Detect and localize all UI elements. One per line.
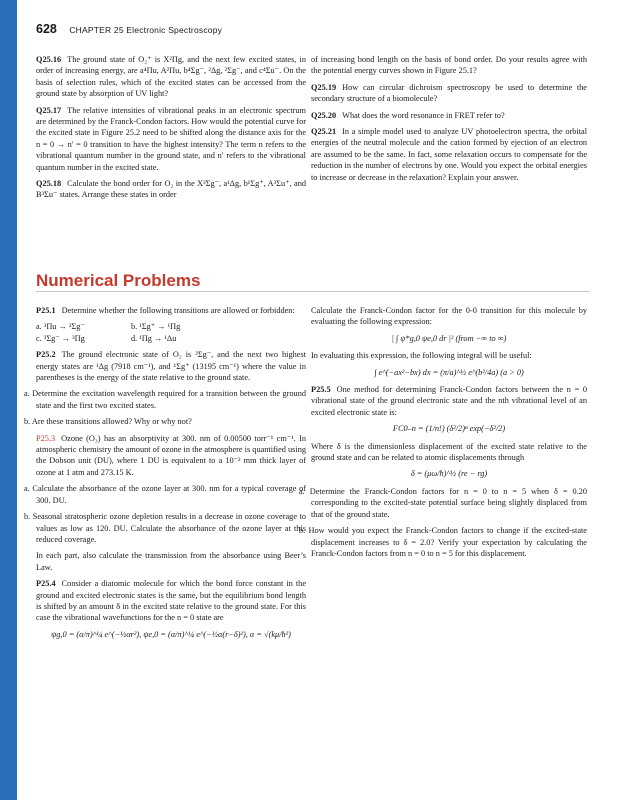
question-q25-17: Q25.17 The relative intensities of vibrational peaks in an electronic spectrum are determined by the Franck-Condon factors. How would the potential curve for the excited state in Figure 25.2 need to be shifted along the distance axis for the n = 0 → n′ = 0 transition to have the highest intensity? The term n refers to the vibrational quantum number in the ground state, and n′ refers to the vibrational quantum number in the excited state.: [36, 105, 306, 172]
questions-right-column: [311, 54, 587, 188]
problems-left-column: [24, 305, 306, 646]
p25-2-part-b: b. Are these transitions allowed? Why or why not?: [24, 417, 192, 427]
problem-p25-2: P25.2 The ground electronic state of O₂ is ³Σg⁻, and the next two highest energy states are ¹Δg (7918 cm⁻¹), and ¹Σg⁺ (13195 cm⁻¹) where the value in parentheses is the energy of the state relative to the ground state.: [36, 350, 306, 383]
question-q25-18-cont: of increasing bond length on the basis of bond order. Do your results agree with the potential energy curves shown in Figure 25.1?: [311, 55, 587, 76]
franck-condon-integral: | ∫ ψ*g,0 ψe,0 dr |² (from −∞ to ∞): [391, 333, 507, 343]
question-q25-19: Q25.19 How can circular dichroism spectroscopy be used to determine the secondary structure of a biomolecule?: [311, 82, 587, 104]
p25-3-part-b: b. Seasonal stratospheric ozone depletion results in a decrease in ozone coverage to values as low as 120. DU. Calculate the absorbance of the ozone layer at this reduced coverage.: [24, 512, 306, 544]
section-title: Numerical Problems: [36, 271, 201, 290]
chapter-title: CHAPTER 25 Electronic Spectroscopy: [69, 25, 223, 35]
problem-p25-1: P25.1 Determine whether the following transitions are allowed or forbidden:: [36, 306, 295, 315]
p25-1-parts-row-2: c. ³Σg⁻ → ³Πg d. ¹Πg → ¹Δu: [36, 333, 177, 343]
fc-factor-equation: FC0–n = (1/n!) (δ²/2)ⁿ exp(−δ²/2): [392, 424, 506, 434]
p25-3-note: In each part, also calculate the transmission from the absorbance using Beer’s Law.: [36, 551, 306, 572]
problems-right-column: [299, 305, 587, 564]
page-header: [36, 20, 222, 38]
problem-p25-5: P25.5 One method for determining Franck-Condon factors between the n = 0 vibrational state of the ground electronic state and the nth vibrational level of an excited electronic state is:: [311, 385, 587, 417]
section-divider: [36, 291, 590, 292]
p25-5-part-a: a. Determine the Franck-Condon factors for n = 0 to n = 5 when δ = 0.20 corresponding to the excited-state potential surface being slightly displaced from that of the ground state.: [299, 486, 587, 519]
question-q25-21: Q25.21 In a simple model used to analyze UV photoelectron spectra, the orbital energies of the neutral molecule and the cation formed by ejection of an electron are assumed to be the same. In fact, some relaxation occurs to compensate for the reduction in the number of electrons by one. Would you expect the orbital energies to increase or decrease in the relaxation? Explain your answer.: [311, 127, 587, 182]
p25-2-part-a: a. Determine the excitation wavelength required for a transition between the ground state and the first two excited states.: [24, 389, 306, 410]
question-q25-18: Q25.18 Calculate the bond order for O₂ in the X³Σg⁻, a¹Δg, b¹Σg⁺, A³Σu⁺, and B³Σu⁻ states. Arrange these states in order: [36, 179, 306, 200]
delta-definition: Where δ is the dimensionless displacement of the excited state relative to the ground state and can be related to atomic displacements through: [311, 441, 587, 463]
page-number: 628: [36, 22, 57, 36]
integral-hint: In evaluating this expression, the following integral will be useful:: [311, 351, 532, 361]
p25-1-parts-row-1: a. ³Πu → ³Σg⁻ b. ¹Σg⁺ → ¹Πg: [36, 322, 181, 332]
problem-p25-3: P25.3 Ozone (O₃) has an absorptivity at 300. nm of 0.00500 torr⁻¹ cm⁻¹. In atmospheric chemistry the amount of ozone in the atmosphere is quantified using the Dobson unit (DU), where 1 DU is equivalent to a 10⁻² mm thick layer of ozone at 1 atm and 273.15 K.: [36, 433, 306, 477]
p25-5-part-b: b. How would you expect the Franck-Condon factors to change if the excited-state displacement increases to δ = 2.0? Verify your expectation by calculating the Franck-Condon factors from n = 0 to n = 5 for this displacement.: [299, 526, 587, 558]
questions-left-column: [36, 54, 306, 206]
wavefunction-equation: ψg,0 = (α/π)^¼ e^(−½αr²), ψe,0 = (α/π)^¼ e^(−½α(r−δ)²), α = √(kμ/ħ²): [51, 629, 291, 639]
question-q25-16: Q25.16 The ground state of O₂⁺ is X²Πg, and the next few excited states, in order of increasing energy, are a⁴Πu, A²Πu, b⁴Σg⁻, ²Δg, ²Σg⁻, and c⁴Σu⁻. On the basis of selection rules, which of the excited states can be accessed from the ground state by absorption of UV light?: [36, 55, 306, 99]
p25-4-cont: Calculate the Franck-Condon factor for the 0-0 transition for this molecule by evaluating the following expression:: [311, 306, 587, 327]
p25-3-part-a: a. Calculate the absorbance of the ozone layer at 300. nm for a typical coverage of 300. DU.: [24, 484, 306, 505]
question-q25-20: Q25.20 What does the word resonance in FRET refer to?: [311, 110, 505, 120]
problem-p25-4: P25.4 Consider a diatomic molecule for which the bond force constant in the ground and excited electronic states is the same, but the equilibrium bond length is shifted by an amount δ in the excited state relative to the ground state. For this case the vibrational wavefunctions for the n = 0 state are: [36, 579, 306, 623]
delta-equation: δ = (μω/ħ)^½ (re − rg): [410, 469, 488, 479]
chapter-color-bar: [0, 0, 17, 800]
gaussian-integral: ∫ e^(−ax²−bx) dx = (π/a)^½ e^(b²/4a) (a > 0): [374, 367, 524, 377]
